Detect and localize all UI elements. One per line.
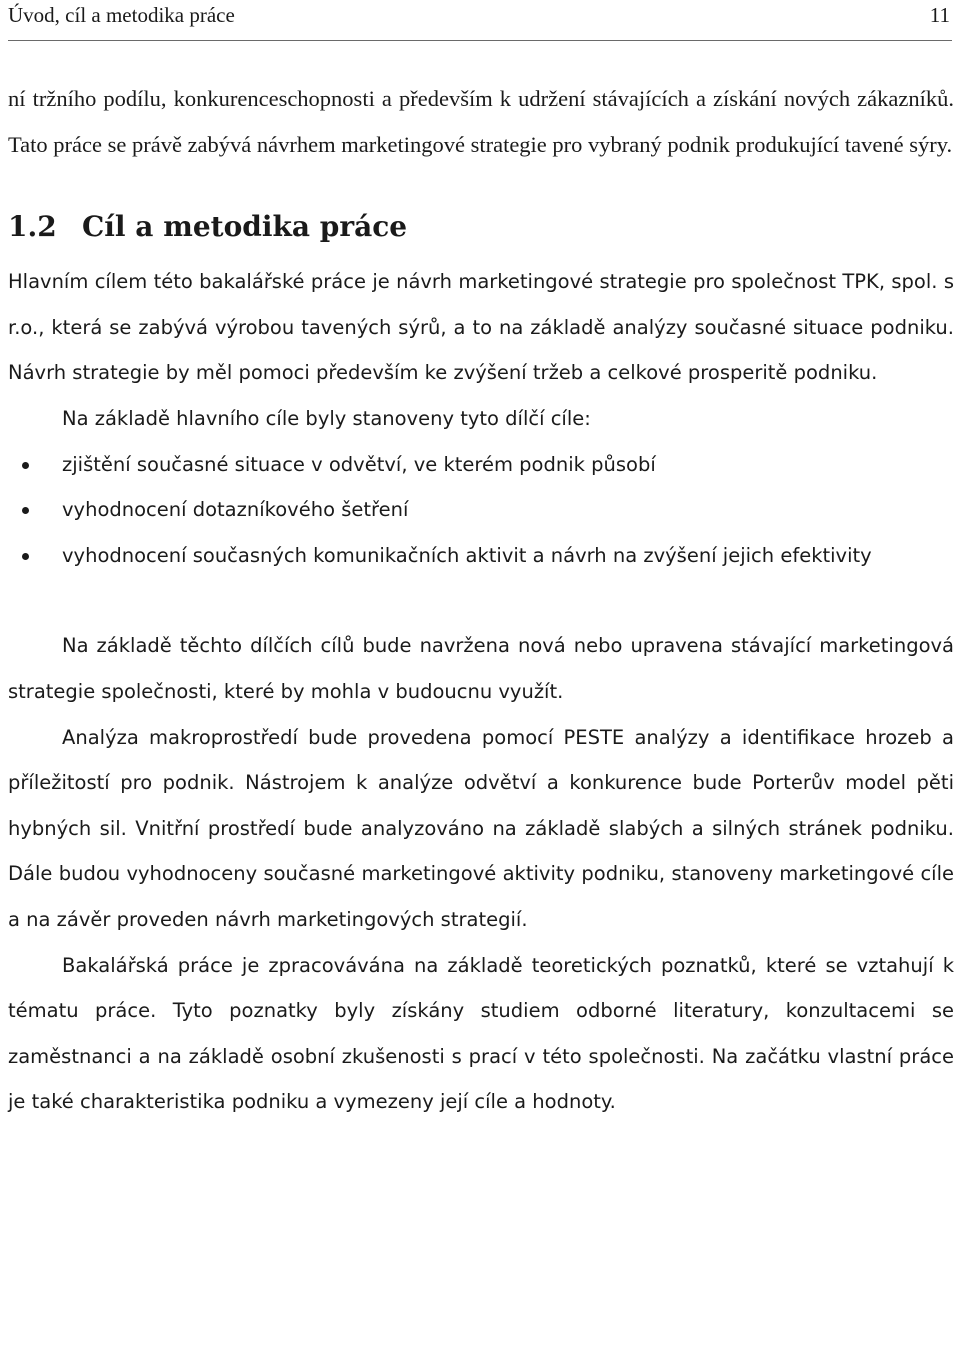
main-goal-paragraph: Hlavním cílem této bakalářské práce je návrh marketingové strategie pro společnost TPK, spol. s r.o., která se zabývá výrobou tavených sýrů, a to na základě analýzy současné situace podniku. Návrh strategie by měl pomoci především ke zvýšení tržeb a celkové prosperitě podniku. (8, 270, 954, 385)
section-number: 1.2 (8, 210, 57, 244)
analysis-paragraph: Analýza makroprostředí bude provedena pomocí PESTE analýzy a identifikace hrozeb a příležitostí pro podnik. Nástrojem k analýze odvětví a konkurence bude Porterův model pěti hybných sil. Vnitřní prostředí bude analyzováno na základě slabých a silných stránek podniku. Dále budou vyhodnoceny současné marketingové aktivity podniku, stanoveny marketingové cíle a na závěr proveden návrh marketingových strategií. (8, 725, 954, 931)
bullet-icon (22, 462, 29, 469)
paragraph-gap (8, 578, 954, 623)
intro-continuation-paragraph: ní tržního podílu, konkurenceschopnosti a především k udržení stávajících a získání nových zákazníků. Tato práce se právě zabývá návrhem marketingové strategie pro vybraný podnik produkující tavené sýry. (8, 86, 954, 157)
bullet-icon (22, 507, 29, 514)
section-body (8, 259, 954, 1125)
list-item: vyhodnocení současných komunikačních aktivit a návrh na zvýšení jejich efektivity (8, 533, 954, 579)
bullet-icon (22, 553, 29, 560)
page-body (8, 76, 954, 1125)
section-title: Cíl a metodika práce (82, 210, 408, 244)
running-header (8, 0, 952, 41)
strategy-paragraph: Na základě těchto dílčích cílů bude navržena nová nebo upravena stávající marketingová strategie společnosti, které by mohla v budoucnu využít. (8, 634, 954, 703)
header-page-number: 11 (929, 3, 950, 27)
list-item: vyhodnocení dotazníkového šetření (8, 487, 954, 533)
partial-goals-intro: Na základě hlavního cíle byly stanoveny tyto dílčí cíle: (62, 406, 591, 430)
section-heading (8, 195, 954, 259)
list-item: zjištění současné situace v odvětví, ve kterém podnik působí (8, 442, 954, 488)
header-chapter-title: Úvod, cíl a metodika práce (8, 3, 235, 27)
partial-goals-list (8, 442, 954, 579)
methods-paragraph: Bakalářská práce je zpracovávána na základě teoretických poznatků, které se vztahují k tématu práce. Tyto poznatky byly získány studiem odborné literatury, konzultacemi se zaměstnanci a na základě osobní zkušenosti s prací v této společnosti. Na začátku vlastní práce je také charakteristika podniku a vymezeny její cíle a hodnoty. (8, 953, 954, 1114)
